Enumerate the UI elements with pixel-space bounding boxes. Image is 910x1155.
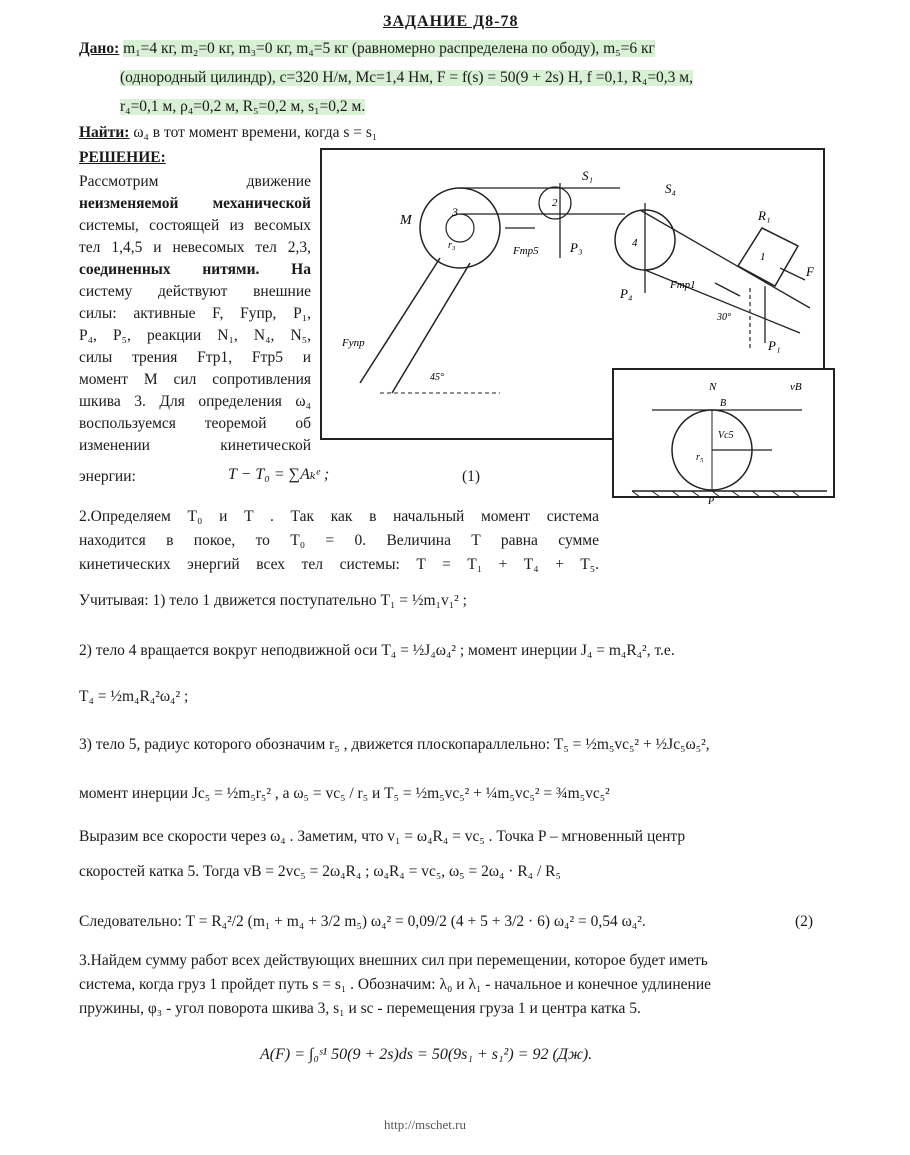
diagram-label: P₃ — [570, 240, 583, 255]
body-line: скоростей катка 5. Тогда vB = 2vc₅ = 2ω₄R₄ ; ω₄R₄ = vc₅, ω₅ = 2ω₄ · R₄ / R₅ — [79, 863, 561, 880]
left-col-line: системы, состоящей из весомых — [79, 217, 311, 234]
diagram-label: 45° — [430, 372, 444, 383]
diagram-label: 1 — [760, 251, 766, 263]
inset-label: vB — [790, 381, 802, 393]
diagram-label: P₄ — [620, 286, 633, 301]
diagram-label: r₃ — [448, 240, 456, 251]
left-col-line: соединенных нитями. На — [79, 261, 311, 278]
diagram-label: 3 — [452, 205, 458, 219]
body-line: Учитывая: 1) тело 1 движется поступательно T₁ = ½m₁v₁² ; — [79, 592, 467, 609]
left-col-line: Рассмотрим движение — [79, 173, 311, 190]
find-line — [79, 125, 377, 141]
equation-1: T − T₀ = ∑Aₖᵉ ; — [228, 466, 330, 483]
given-line-2: (однородный цилиндр), c=320 Н/м, Mc=1,4 Нм, F = f(s) = 50(9 + 2s) Н, f =0,1, R₄=0,3 м, — [120, 69, 693, 86]
inset-label: P — [708, 496, 715, 507]
body-line: Выразим все скорости через ω₄ . Заметим, что v₁ = ω₄R₄ = vc₅ . Точка P – мгновенный центр — [79, 828, 686, 845]
left-col-line: воспользуемся теоремой об — [79, 415, 311, 432]
task-title: ЗАДАНИЕ Д8-78 — [383, 13, 519, 30]
solution-label: РЕШЕНИЕ: — [79, 149, 166, 166]
left-col-line: систему действуют внешние — [79, 283, 311, 300]
given-label: Дано: — [79, 40, 120, 57]
body-line: Следовательно: T = R₄²/2 (m₁ + m₄ + 3/2 m₅) ω₄² = 0,09/2 (4 + 5 + 3/2 · 6) ω₄² = 0,54 ω₄². — [79, 913, 646, 930]
diagram-label: Fтр5 — [513, 245, 539, 257]
given-line-3: r₄=0,1 м, ρ₄=0,2 м, R₅=0,2 м, s₁=0,2 м. — [120, 98, 366, 115]
body-line: T₄ = ½m₄R₄²ω₄² ; — [79, 688, 189, 705]
diagram-label: Fтр1 — [670, 279, 696, 291]
equation-1-number: (1) — [462, 468, 481, 485]
diagram-label: Fупр — [342, 337, 365, 349]
diagram-label: R₁ — [758, 208, 771, 223]
find-text: ω₄ в тот момент времени, когда s = s₁ — [133, 124, 378, 141]
inset-diagram — [612, 368, 835, 507]
equation-1-prefix: энергии: — [79, 468, 136, 485]
inset-label: N — [709, 381, 717, 393]
diagram-label: S₁ — [582, 168, 594, 183]
body-line: 3.Найдем сумму работ всех действующих внешних сил при перемещении, которое будет иметь — [79, 952, 708, 969]
equation-2-number: (2) — [795, 913, 814, 930]
left-col-line: силы трения Fтр1, Fтр5 и — [79, 349, 311, 366]
left-col-line: тел 1,4,5 и невесомых тел 2,3, — [79, 239, 311, 256]
body-line: момент инерции Jc₅ = ½m₅r₅² , а ω₅ = vc₅ / r₅ и T₅ = ½m₅vc₅² + ¼m₅vc₅² = ¾m₅vc₅² — [79, 785, 610, 802]
diagram-label: S₄ — [665, 181, 677, 196]
body-line: система, когда груз 1 пройдет путь s = s₁ . Обозначим: λ₀ и λ₁ - начальное и конечное удлинение — [79, 976, 711, 993]
left-col-line: шкива 3. Для определения ω₄ — [79, 393, 311, 410]
diagram-label: 30° — [717, 312, 731, 323]
given-line-1 — [79, 41, 857, 57]
diagram-label: P₁ — [768, 338, 781, 353]
footer-url[interactable]: http://mschet.ru — [384, 1117, 466, 1132]
work-formula: A(F) = ∫₀ˢ¹ 50(9 + 2s)ds = 50(9s₁ + s₁²) = 92 (Дж). — [260, 1046, 593, 1063]
diagram-label: F — [806, 264, 814, 279]
diagram-label: 2 — [552, 197, 558, 209]
body-line: кинетических энергий всех тел системы: T = T₁ + T₄ + T₅. — [79, 556, 599, 573]
left-col-line: неизменяемой механической — [79, 195, 311, 212]
left-col-line: силы: активные F, Fупр, P₁, — [79, 305, 311, 322]
left-col-line: P₄, P₅, реакции N₁, N₄, N₅, — [79, 327, 311, 344]
left-col-line: изменении кинетической — [79, 437, 311, 454]
inset-label: Vc5 — [718, 430, 734, 441]
body-line: 3) тело 5, радиус которого обозначим r₅ , движется плоскопараллельно: T₅ = ½m₅vc₅² + ½Jc₅ω₅², — [79, 736, 710, 753]
diagram-label: 4 — [632, 237, 638, 249]
body-line: пружины, φ₃ - угол поворота шкива 3, s₁ и sc - перемещения груза 1 и центра катка 5. — [79, 1000, 641, 1017]
inset-label: B — [720, 398, 727, 409]
inset-label: r₅ — [696, 452, 704, 463]
given-values-1: m₁=4 кг, m₂=0 кг, m₃=0 кг, m₄=5 кг (равномерно распределена по ободу), m₅=6 кг — [123, 40, 655, 57]
body-line: 2.Определяем T₀ и T . Так как в начальный момент система — [79, 508, 599, 525]
body-line: 2) тело 4 вращается вокруг неподвижной оси T₄ = ½J₄ω₄² ; момент инерции J₄ = m₄R₄², т.е. — [79, 642, 675, 659]
body-line: находится в покое, то T₀ = 0. Величина T равна сумме — [79, 532, 599, 549]
find-label: Найти: — [79, 124, 130, 141]
left-col-line: момент M сил сопротивления — [79, 371, 311, 388]
diagram-label: M — [400, 213, 412, 228]
